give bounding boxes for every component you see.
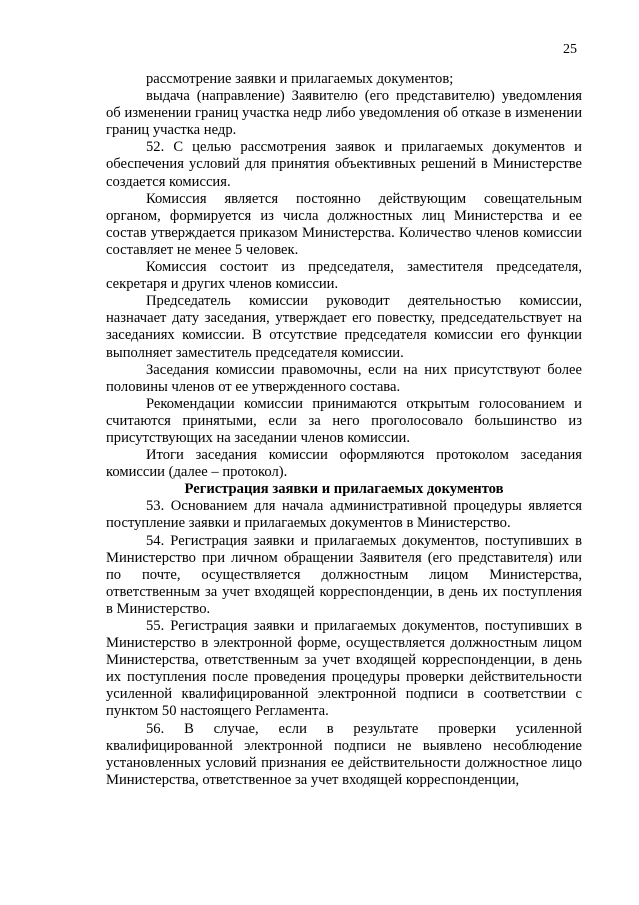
document-body	[106, 71, 582, 789]
paragraph: Председатель комиссии руководит деятельностью комиссии, назначает дату заседания, утверждает его повестку, председательствует на заседаниях комиссии. В отсутствие председателя комиссии его функции выполняет заместитель председателя комиссии.	[106, 293, 582, 361]
paragraph: 53. Основанием для начала административной процедуры является поступление заявки и прилагаемых документов в Министерство.	[106, 498, 582, 532]
page-number: 25	[563, 42, 577, 57]
paragraph: рассмотрение заявки и прилагаемых документов;	[146, 71, 454, 87]
paragraph: 55. Регистрация заявки и прилагаемых документов, поступивших в Министерство в электронной форме, осуществляется должностным лицом Министерства, ответственным за учет входящей корреспонденции, в день их поступления после проведения процедуры проверки действительности усиленной квалифицированной электронной подписи в соответствии с пунктом 50 настоящего Регламента.	[106, 618, 582, 720]
paragraph: 54. Регистрация заявки и прилагаемых документов, поступивших в Министерство при личном обращении Заявителя (его представителя) или по почте, осуществляется должностным лицом Министерства, ответственным за учет входящей корреспонденции, в день их поступления в Министерство.	[106, 532, 582, 617]
paragraph: Итоги заседания комиссии оформляются протоколом заседания комиссии (далее – протокол).	[106, 447, 582, 481]
section-heading: Регистрация заявки и прилагаемых документов	[184, 481, 504, 498]
paragraph: Комиссия является постоянно действующим совещательным органом, формируется из числа должностных лиц Министерства и ее состав утверждается приказом Министерства. Количество членов комиссии составляет не менее 5 человек.	[106, 190, 582, 258]
paragraph: Рекомендации комиссии принимаются открытым голосованием и считаются принятыми, если за него проголосовало большинство из присутствующих на заседании членов комиссии.	[106, 395, 582, 446]
paragraph: Комиссия состоит из председателя, заместителя председателя, секретаря и других членов комиссии.	[106, 259, 582, 293]
paragraph: выдача (направление) Заявителю (его представителю) уведомления об изменении границ участка недр либо уведомления об отказе в изменении границ участка недр.	[106, 88, 582, 139]
paragraph: 56. В случае, если в результате проверки усиленной квалифицированной электронной подписи не выявлено несоблюдение установленных условий признания ее действительности должностное лицо Министерства, ответственное за учет входящей корреспонденции,	[106, 720, 582, 788]
paragraph: 52. С целью рассмотрения заявок и прилагаемых документов и обеспечения условий для принятия объективных решений в Министерстве создается комиссия.	[106, 139, 582, 190]
paragraph: Заседания комиссии правомочны, если на них присутствуют более половины членов от ее утвержденного состава.	[106, 361, 582, 395]
